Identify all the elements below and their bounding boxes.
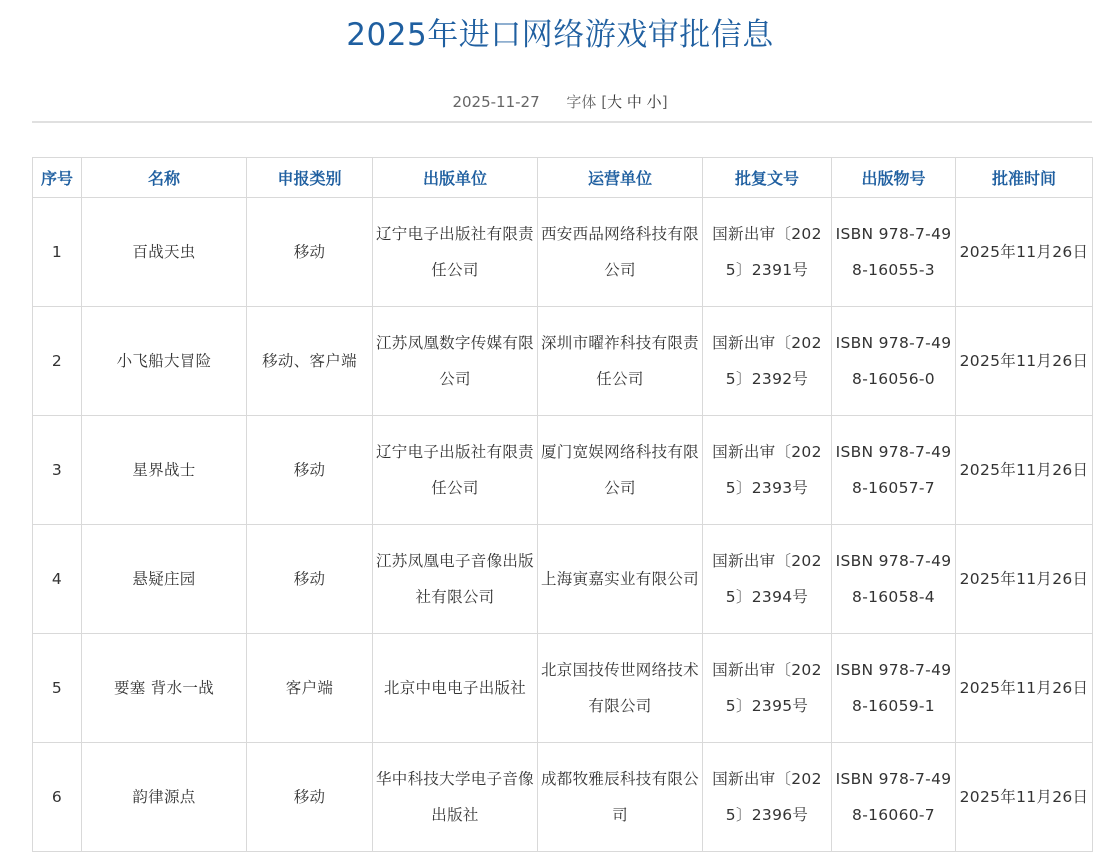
cell-approval-date: 2025年11月26日 [956,634,1093,743]
cell-isbn: ISBN 978-7-498-16060-7 [832,743,956,852]
cell-isbn: ISBN 978-7-498-16059-1 [832,634,956,743]
cell-no: 1 [33,198,82,307]
table-row [33,307,1093,416]
font-size-large-button[interactable]: 大 [607,93,623,111]
cell-category: 移动 [247,198,373,307]
cell-isbn: ISBN 978-7-498-16055-3 [832,198,956,307]
cell-publisher: 华中科技大学电子音像出版社 [373,743,538,852]
cell-operator: 上海寅嘉实业有限公司 [538,525,703,634]
cell-approval-number: 国新出审〔2025〕2396号 [703,743,832,852]
cell-publisher: 江苏凤凰数字传媒有限公司 [373,307,538,416]
header-approval-date: 批准时间 [956,158,1093,198]
cell-name: 星界战士 [82,416,247,525]
cell-operator: 西安西品网络科技有限公司 [538,198,703,307]
table-row [33,416,1093,525]
cell-isbn: ISBN 978-7-498-16058-4 [832,525,956,634]
cell-no: 6 [33,743,82,852]
font-size-bracket-open: [ [601,93,608,111]
cell-approval-date: 2025年11月26日 [956,525,1093,634]
cell-name: 要塞 背水一战 [82,634,247,743]
cell-publisher: 北京中电电子出版社 [373,634,538,743]
header-operator: 运营单位 [538,158,703,198]
cell-no: 3 [33,416,82,525]
article-meta [0,91,1120,113]
cell-category: 移动、客户端 [247,307,373,416]
approval-table [32,157,1093,852]
cell-no: 4 [33,525,82,634]
cell-name: 韵律源点 [82,743,247,852]
cell-category: 移动 [247,743,373,852]
cell-name: 悬疑庄园 [82,525,247,634]
cell-publisher: 江苏凤凰电子音像出版社有限公司 [373,525,538,634]
cell-publisher: 辽宁电子出版社有限责任公司 [373,198,538,307]
cell-approval-date: 2025年11月26日 [956,307,1093,416]
cell-approval-number: 国新出审〔2025〕2394号 [703,525,832,634]
font-size-label: 字体 [566,93,597,111]
cell-category: 客户端 [247,634,373,743]
cell-approval-number: 国新出审〔2025〕2395号 [703,634,832,743]
cell-approval-number: 国新出审〔2025〕2392号 [703,307,832,416]
header-approval-number: 批复文号 [703,158,832,198]
table-row [33,743,1093,852]
header-publisher: 出版单位 [373,158,538,198]
cell-isbn: ISBN 978-7-498-16056-0 [832,307,956,416]
cell-operator: 北京国技传世网络技术有限公司 [538,634,703,743]
cell-category: 移动 [247,416,373,525]
font-size-medium-button[interactable]: 中 [626,93,642,111]
cell-name: 百战天虫 [82,198,247,307]
cell-no: 2 [33,307,82,416]
cell-operator: 厦门宽娱网络科技有限公司 [538,416,703,525]
cell-isbn: ISBN 978-7-498-16057-7 [832,416,956,525]
cell-publisher: 辽宁电子出版社有限责任公司 [373,416,538,525]
table-row [33,525,1093,634]
cell-approval-number: 国新出审〔2025〕2391号 [703,198,832,307]
page-title: 2025年进口网络游戏审批信息 [346,17,774,53]
font-size-small-button[interactable]: 小 [646,93,662,111]
cell-name: 小飞船大冒险 [82,307,247,416]
table-header-row [33,158,1093,198]
header-name: 名称 [82,158,247,198]
cell-approval-date: 2025年11月26日 [956,198,1093,307]
publish-date: 2025-11-27 [452,93,540,111]
cell-approval-date: 2025年11月26日 [956,416,1093,525]
cell-approval-date: 2025年11月26日 [956,743,1093,852]
table-row [33,634,1093,743]
header-no: 序号 [33,158,82,198]
cell-approval-number: 国新出审〔2025〕2393号 [703,416,832,525]
font-size-bracket-close: ] [661,93,668,111]
table-row [33,198,1093,307]
cell-operator: 成都牧雅辰科技有限公司 [538,743,703,852]
cell-no: 5 [33,634,82,743]
header-category: 申报类别 [247,158,373,198]
cell-category: 移动 [247,525,373,634]
cell-operator: 深圳市曜祚科技有限责任公司 [538,307,703,416]
header-isbn: 出版物号 [832,158,956,198]
title-divider [32,121,1092,123]
